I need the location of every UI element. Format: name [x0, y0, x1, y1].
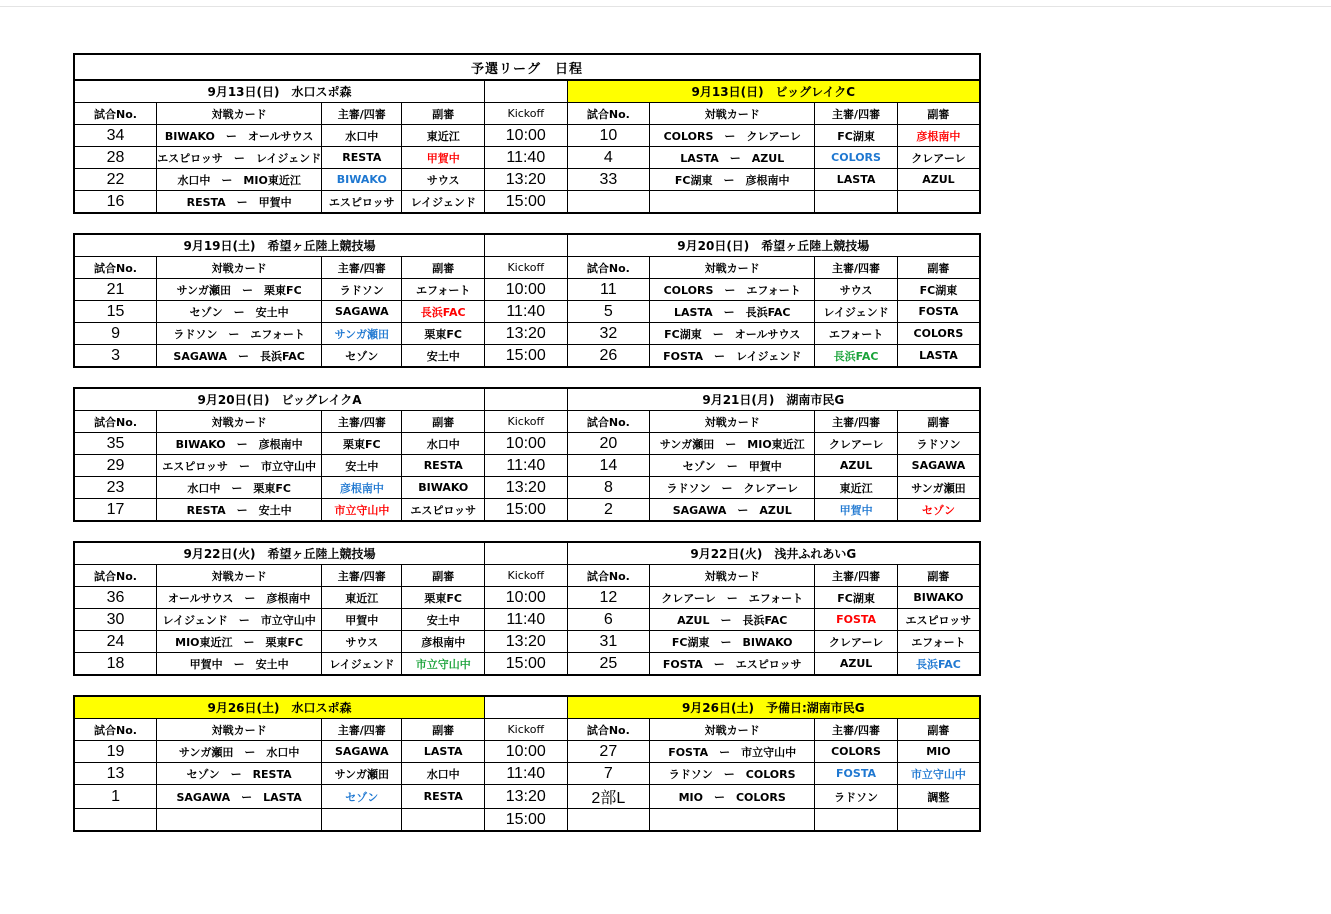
right-venue-header: 9月21日(月) 湖南市民G: [567, 388, 980, 411]
right-venue-header: 9月20日(日) 希望ヶ丘陸上競技場: [567, 234, 980, 257]
kickoff-time: 15:00: [485, 499, 568, 522]
table-row: [74, 455, 980, 477]
card-header: 対戦カード: [157, 719, 322, 741]
left-sub-referee: 甲賀中: [402, 147, 485, 169]
right-venue-header: 9月26日(土) 予備日:湖南市民G: [567, 696, 980, 719]
right-sub-referee: [897, 809, 980, 832]
right-match-no: 20: [567, 433, 650, 455]
kickoff-header-blank: [485, 388, 568, 411]
right-sub-referee: [897, 191, 980, 214]
table-row: [74, 147, 980, 169]
left-main-referee: [322, 809, 402, 832]
right-match-card: FOSTA ー レイジェンド: [650, 345, 815, 368]
right-match-no: 14: [567, 455, 650, 477]
left-match-no: 1: [74, 785, 157, 809]
left-match-card: 水口中 ー 栗東FC: [157, 477, 322, 499]
right-match-no: 2部L: [567, 785, 650, 809]
left-sub-referee: 東近江: [402, 125, 485, 147]
left-main-referee: セゾン: [322, 785, 402, 809]
left-match-no: 23: [74, 477, 157, 499]
kickoff-time: 15:00: [485, 653, 568, 676]
table-row: [74, 345, 980, 368]
main-ref-header: 主審/四審: [815, 257, 898, 279]
table-row: [74, 301, 980, 323]
schedule-block: [73, 387, 981, 522]
right-sub-referee: 調整: [897, 785, 980, 809]
kickoff-header-blank: [484, 696, 567, 719]
kickoff-time: 11:40: [485, 455, 568, 477]
right-match-no: 12: [567, 587, 650, 609]
left-match-no: 30: [74, 609, 157, 631]
left-sub-referee: RESTA: [402, 455, 485, 477]
left-match-card: 甲賀中 ー 安土中: [157, 653, 322, 676]
left-sub-referee: 市立守山中: [402, 653, 485, 676]
right-match-card: FC湖東 ー BIWAKO: [650, 631, 815, 653]
table-row: [74, 785, 980, 809]
left-venue-header: 9月22日(火) 希望ヶ丘陸上競技場: [74, 542, 485, 565]
right-main-referee: AZUL: [815, 653, 898, 676]
kickoff-time: 13:20: [485, 323, 568, 345]
main-ref-header: 主審/四審: [322, 257, 402, 279]
left-venue-header: 9月19日(土) 希望ヶ丘陸上競技場: [74, 234, 485, 257]
left-sub-referee: 水口中: [402, 763, 485, 785]
right-main-referee: クレアーレ: [815, 631, 898, 653]
right-main-referee: FOSTA: [815, 609, 898, 631]
right-match-card: MIO ー COLORS: [650, 785, 815, 809]
top-divider: [0, 0, 1331, 7]
left-match-no: 29: [74, 455, 157, 477]
left-match-card: BIWAKO ー オールサウス: [157, 125, 322, 147]
right-venue-header: 9月13日(日) ビッグレイクC: [567, 80, 980, 103]
left-match-card: RESTA ー 安土中: [157, 499, 322, 522]
sub-ref-header: 副審: [402, 411, 485, 433]
right-main-referee: [815, 191, 898, 214]
left-match-no: 18: [74, 653, 157, 676]
schedule-sheet: [73, 53, 981, 851]
right-match-card: COLORS ー エフォート: [650, 279, 815, 301]
left-sub-referee: BIWAKO: [402, 477, 485, 499]
right-match-no: 27: [567, 741, 650, 763]
left-sub-referee: LASTA: [402, 741, 485, 763]
right-main-referee: COLORS: [815, 147, 898, 169]
right-sub-referee: FC湖東: [897, 279, 980, 301]
schedule-blocks: [73, 79, 981, 832]
match-no-header: 試合No.: [567, 103, 650, 125]
kickoff-time: 13:20: [485, 169, 568, 191]
match-no-header: 試合No.: [567, 719, 650, 741]
table-row: [74, 587, 980, 609]
left-match-no: 36: [74, 587, 157, 609]
left-sub-referee: 水口中: [402, 433, 485, 455]
left-match-card: サンガ瀬田 ー 栗東FC: [157, 279, 322, 301]
right-match-card: サンガ瀬田 ー MIO東近江: [650, 433, 815, 455]
kickoff-header: Kickoff: [485, 257, 568, 279]
left-match-card: エスピロッサ ー 市立守山中: [157, 455, 322, 477]
right-match-no: 31: [567, 631, 650, 653]
right-main-referee: FOSTA: [815, 763, 898, 785]
match-no-header: 試合No.: [567, 257, 650, 279]
left-sub-referee: エフォート: [402, 279, 485, 301]
right-sub-referee: LASTA: [897, 345, 980, 368]
sub-ref-header: 副審: [402, 565, 485, 587]
left-match-no: 34: [74, 125, 157, 147]
left-main-referee: レイジェンド: [322, 653, 402, 676]
right-main-referee: 東近江: [815, 477, 898, 499]
right-match-no: 2: [567, 499, 650, 522]
right-match-no: 10: [567, 125, 650, 147]
right-match-no: 33: [567, 169, 650, 191]
card-header: 対戦カード: [157, 565, 322, 587]
match-no-header: 試合No.: [74, 103, 157, 125]
left-sub-referee: レイジェンド: [402, 191, 485, 214]
right-sub-referee: 彦根南中: [897, 125, 980, 147]
right-main-referee: COLORS: [815, 741, 898, 763]
left-venue-header: 9月26日(土) 水口スポ森: [74, 696, 484, 719]
match-no-header: 試合No.: [567, 565, 650, 587]
right-main-referee: サウス: [815, 279, 898, 301]
left-match-no: 19: [74, 741, 157, 763]
kickoff-time: 13:20: [485, 477, 568, 499]
right-match-card: FOSTA ー エスピロッサ: [650, 653, 815, 676]
left-match-no: 3: [74, 345, 157, 368]
match-no-header: 試合No.: [74, 565, 157, 587]
right-main-referee: レイジェンド: [815, 301, 898, 323]
main-ref-header: 主審/四審: [322, 719, 402, 741]
right-match-card: ラドソン ー COLORS: [650, 763, 815, 785]
kickoff-header-blank: [485, 542, 568, 565]
right-match-card: LASTA ー 長浜FAC: [650, 301, 815, 323]
match-no-header: 試合No.: [74, 411, 157, 433]
right-sub-referee: エスピロッサ: [897, 609, 980, 631]
card-header: 対戦カード: [650, 719, 815, 741]
right-main-referee: エフォート: [815, 323, 898, 345]
kickoff-header-blank: [485, 80, 568, 103]
main-ref-header: 主審/四審: [322, 411, 402, 433]
right-sub-referee: ラドソン: [897, 433, 980, 455]
kickoff-time: 10:00: [485, 433, 568, 455]
sub-ref-header: 副審: [402, 257, 485, 279]
kickoff-time: 10:00: [485, 125, 568, 147]
sub-ref-header: 副審: [402, 719, 485, 741]
right-main-referee: [815, 809, 898, 832]
right-match-card: FC湖東 ー 彦根南中: [650, 169, 815, 191]
left-match-no: [74, 809, 157, 832]
left-main-referee: エスピロッサ: [322, 191, 402, 214]
kickoff-time: 13:20: [485, 631, 568, 653]
left-venue-header: 9月13日(日) 水口スポ森: [74, 80, 485, 103]
right-match-no: 26: [567, 345, 650, 368]
left-sub-referee: [402, 809, 485, 832]
table-row: [74, 169, 980, 191]
left-match-card: MIO東近江 ー 栗東FC: [157, 631, 322, 653]
left-match-card: セゾン ー RESTA: [157, 763, 322, 785]
right-match-card: セゾン ー 甲賀中: [650, 455, 815, 477]
table-row: [74, 279, 980, 301]
left-sub-referee: エスピロッサ: [402, 499, 485, 522]
schedule-block: [73, 79, 981, 214]
right-sub-referee: SAGAWA: [897, 455, 980, 477]
left-match-no: 35: [74, 433, 157, 455]
kickoff-time: 11:40: [484, 763, 567, 785]
left-match-no: 21: [74, 279, 157, 301]
card-header: 対戦カード: [157, 257, 322, 279]
right-match-card: COLORS ー クレアーレ: [650, 125, 815, 147]
left-main-referee: BIWAKO: [322, 169, 402, 191]
left-match-card: SAGAWA ー LASTA: [157, 785, 322, 809]
left-sub-referee: 栗東FC: [402, 323, 485, 345]
left-main-referee: セゾン: [322, 345, 402, 368]
left-main-referee: サウス: [322, 631, 402, 653]
kickoff-header: Kickoff: [485, 565, 568, 587]
right-main-referee: FC湖東: [815, 587, 898, 609]
sub-ref-header: 副審: [897, 257, 980, 279]
right-match-no: [567, 191, 650, 214]
left-main-referee: SAGAWA: [322, 301, 402, 323]
sub-ref-header: 副審: [897, 103, 980, 125]
right-main-referee: FC湖東: [815, 125, 898, 147]
table-row: [74, 609, 980, 631]
table-row: [74, 763, 980, 785]
left-match-card: サンガ瀬田 ー 水口中: [157, 741, 322, 763]
left-match-card: BIWAKO ー 彦根南中: [157, 433, 322, 455]
main-ref-header: 主審/四審: [815, 411, 898, 433]
right-sub-referee: AZUL: [897, 169, 980, 191]
right-match-card: [650, 809, 815, 832]
right-sub-referee: MIO: [897, 741, 980, 763]
left-match-no: 15: [74, 301, 157, 323]
table-row: [74, 433, 980, 455]
kickoff-time: 15:00: [485, 345, 568, 368]
right-main-referee: AZUL: [815, 455, 898, 477]
right-match-card: SAGAWA ー AZUL: [650, 499, 815, 522]
right-sub-referee: セゾン: [897, 499, 980, 522]
table-row: [74, 125, 980, 147]
table-row: [74, 323, 980, 345]
left-match-no: 24: [74, 631, 157, 653]
right-sub-referee: 長浜FAC: [897, 653, 980, 676]
right-sub-referee: FOSTA: [897, 301, 980, 323]
left-main-referee: 甲賀中: [322, 609, 402, 631]
left-main-referee: SAGAWA: [322, 741, 402, 763]
right-venue-header: 9月22日(火) 浅井ふれあいG: [567, 542, 980, 565]
kickoff-time: 15:00: [484, 809, 567, 832]
card-header: 対戦カード: [650, 257, 815, 279]
main-ref-header: 主審/四審: [815, 565, 898, 587]
main-ref-header: 主審/四審: [815, 103, 898, 125]
left-venue-header: 9月20日(日) ビッグレイクA: [74, 388, 485, 411]
kickoff-time: 10:00: [485, 279, 568, 301]
left-match-card: RESTA ー 甲賀中: [157, 191, 322, 214]
right-sub-referee: サンガ瀬田: [897, 477, 980, 499]
left-sub-referee: 長浜FAC: [402, 301, 485, 323]
right-match-card: FOSTA ー 市立守山中: [650, 741, 815, 763]
left-match-no: 16: [74, 191, 157, 214]
kickoff-header: Kickoff: [484, 719, 567, 741]
table-row: [74, 499, 980, 522]
main-ref-header: 主審/四審: [322, 103, 402, 125]
table-row: [74, 477, 980, 499]
table-row: [74, 809, 980, 832]
right-sub-referee: BIWAKO: [897, 587, 980, 609]
table-row: [74, 653, 980, 676]
right-main-referee: クレアーレ: [815, 433, 898, 455]
right-match-no: 8: [567, 477, 650, 499]
table-row: [74, 191, 980, 214]
left-match-card: [157, 809, 322, 832]
right-match-card: クレアーレ ー エフォート: [650, 587, 815, 609]
sub-ref-header: 副審: [897, 411, 980, 433]
right-sub-referee: エフォート: [897, 631, 980, 653]
left-match-card: SAGAWA ー 長浜FAC: [157, 345, 322, 368]
card-header: 対戦カード: [157, 103, 322, 125]
card-header: 対戦カード: [650, 411, 815, 433]
table-row: [74, 631, 980, 653]
card-header: 対戦カード: [650, 565, 815, 587]
left-match-no: 17: [74, 499, 157, 522]
left-main-referee: サンガ瀬田: [322, 763, 402, 785]
right-match-no: 11: [567, 279, 650, 301]
left-sub-referee: サウス: [402, 169, 485, 191]
match-no-header: 試合No.: [74, 257, 157, 279]
left-main-referee: 市立守山中: [322, 499, 402, 522]
main-ref-header: 主審/四審: [815, 719, 898, 741]
kickoff-time: 11:40: [485, 147, 568, 169]
left-main-referee: 栗東FC: [322, 433, 402, 455]
left-main-referee: サンガ瀬田: [322, 323, 402, 345]
sub-ref-header: 副審: [402, 103, 485, 125]
sub-ref-header: 副審: [897, 565, 980, 587]
kickoff-time: 11:40: [485, 301, 568, 323]
match-no-header: 試合No.: [74, 719, 157, 741]
left-match-card: セゾン ー 安土中: [157, 301, 322, 323]
card-header: 対戦カード: [650, 103, 815, 125]
page-title: 予選リーグ 日程: [74, 54, 980, 80]
left-sub-referee: 安土中: [402, 345, 485, 368]
left-match-card: エスピロッサ ー レイジェンド: [157, 147, 322, 169]
kickoff-header-blank: [485, 234, 568, 257]
left-match-no: 28: [74, 147, 157, 169]
main-ref-header: 主審/四審: [322, 565, 402, 587]
left-main-referee: 水口中: [322, 125, 402, 147]
left-match-no: 9: [74, 323, 157, 345]
right-match-no: 25: [567, 653, 650, 676]
right-main-referee: LASTA: [815, 169, 898, 191]
left-main-referee: ラドソン: [322, 279, 402, 301]
right-sub-referee: クレアーレ: [897, 147, 980, 169]
title-table: [73, 53, 981, 81]
table-row: [74, 741, 980, 763]
right-sub-referee: 市立守山中: [897, 763, 980, 785]
left-match-no: 22: [74, 169, 157, 191]
kickoff-time: 15:00: [485, 191, 568, 214]
right-match-no: 4: [567, 147, 650, 169]
kickoff-header: Kickoff: [485, 103, 568, 125]
match-no-header: 試合No.: [567, 411, 650, 433]
left-main-referee: 東近江: [322, 587, 402, 609]
right-main-referee: 甲賀中: [815, 499, 898, 522]
left-main-referee: RESTA: [322, 147, 402, 169]
right-match-card: ラドソン ー クレアーレ: [650, 477, 815, 499]
left-match-card: レイジェンド ー 市立守山中: [157, 609, 322, 631]
right-match-card: LASTA ー AZUL: [650, 147, 815, 169]
kickoff-time: 10:00: [484, 741, 567, 763]
kickoff-time: 11:40: [485, 609, 568, 631]
right-match-card: AZUL ー 長浜FAC: [650, 609, 815, 631]
left-match-card: 水口中 ー MIO東近江: [157, 169, 322, 191]
right-main-referee: ラドソン: [815, 785, 898, 809]
schedule-block: [73, 233, 981, 368]
left-main-referee: 彦根南中: [322, 477, 402, 499]
right-match-no: 32: [567, 323, 650, 345]
left-match-no: 13: [74, 763, 157, 785]
kickoff-header: Kickoff: [485, 411, 568, 433]
right-sub-referee: COLORS: [897, 323, 980, 345]
left-match-card: ラドソン ー エフォート: [157, 323, 322, 345]
right-match-no: 5: [567, 301, 650, 323]
right-match-card: FC湖東 ー オールサウス: [650, 323, 815, 345]
left-sub-referee: 彦根南中: [402, 631, 485, 653]
right-match-card: [650, 191, 815, 214]
left-match-card: オールサウス ー 彦根南中: [157, 587, 322, 609]
left-sub-referee: 安土中: [402, 609, 485, 631]
kickoff-time: 13:20: [484, 785, 567, 809]
kickoff-time: 10:00: [485, 587, 568, 609]
left-main-referee: 安土中: [322, 455, 402, 477]
right-match-no: [567, 809, 650, 832]
schedule-block: [73, 695, 981, 832]
right-main-referee: 長浜FAC: [815, 345, 898, 368]
left-sub-referee: RESTA: [402, 785, 485, 809]
left-sub-referee: 栗東FC: [402, 587, 485, 609]
schedule-block: [73, 541, 981, 676]
right-match-no: 6: [567, 609, 650, 631]
sub-ref-header: 副審: [897, 719, 980, 741]
card-header: 対戦カード: [157, 411, 322, 433]
right-match-no: 7: [567, 763, 650, 785]
